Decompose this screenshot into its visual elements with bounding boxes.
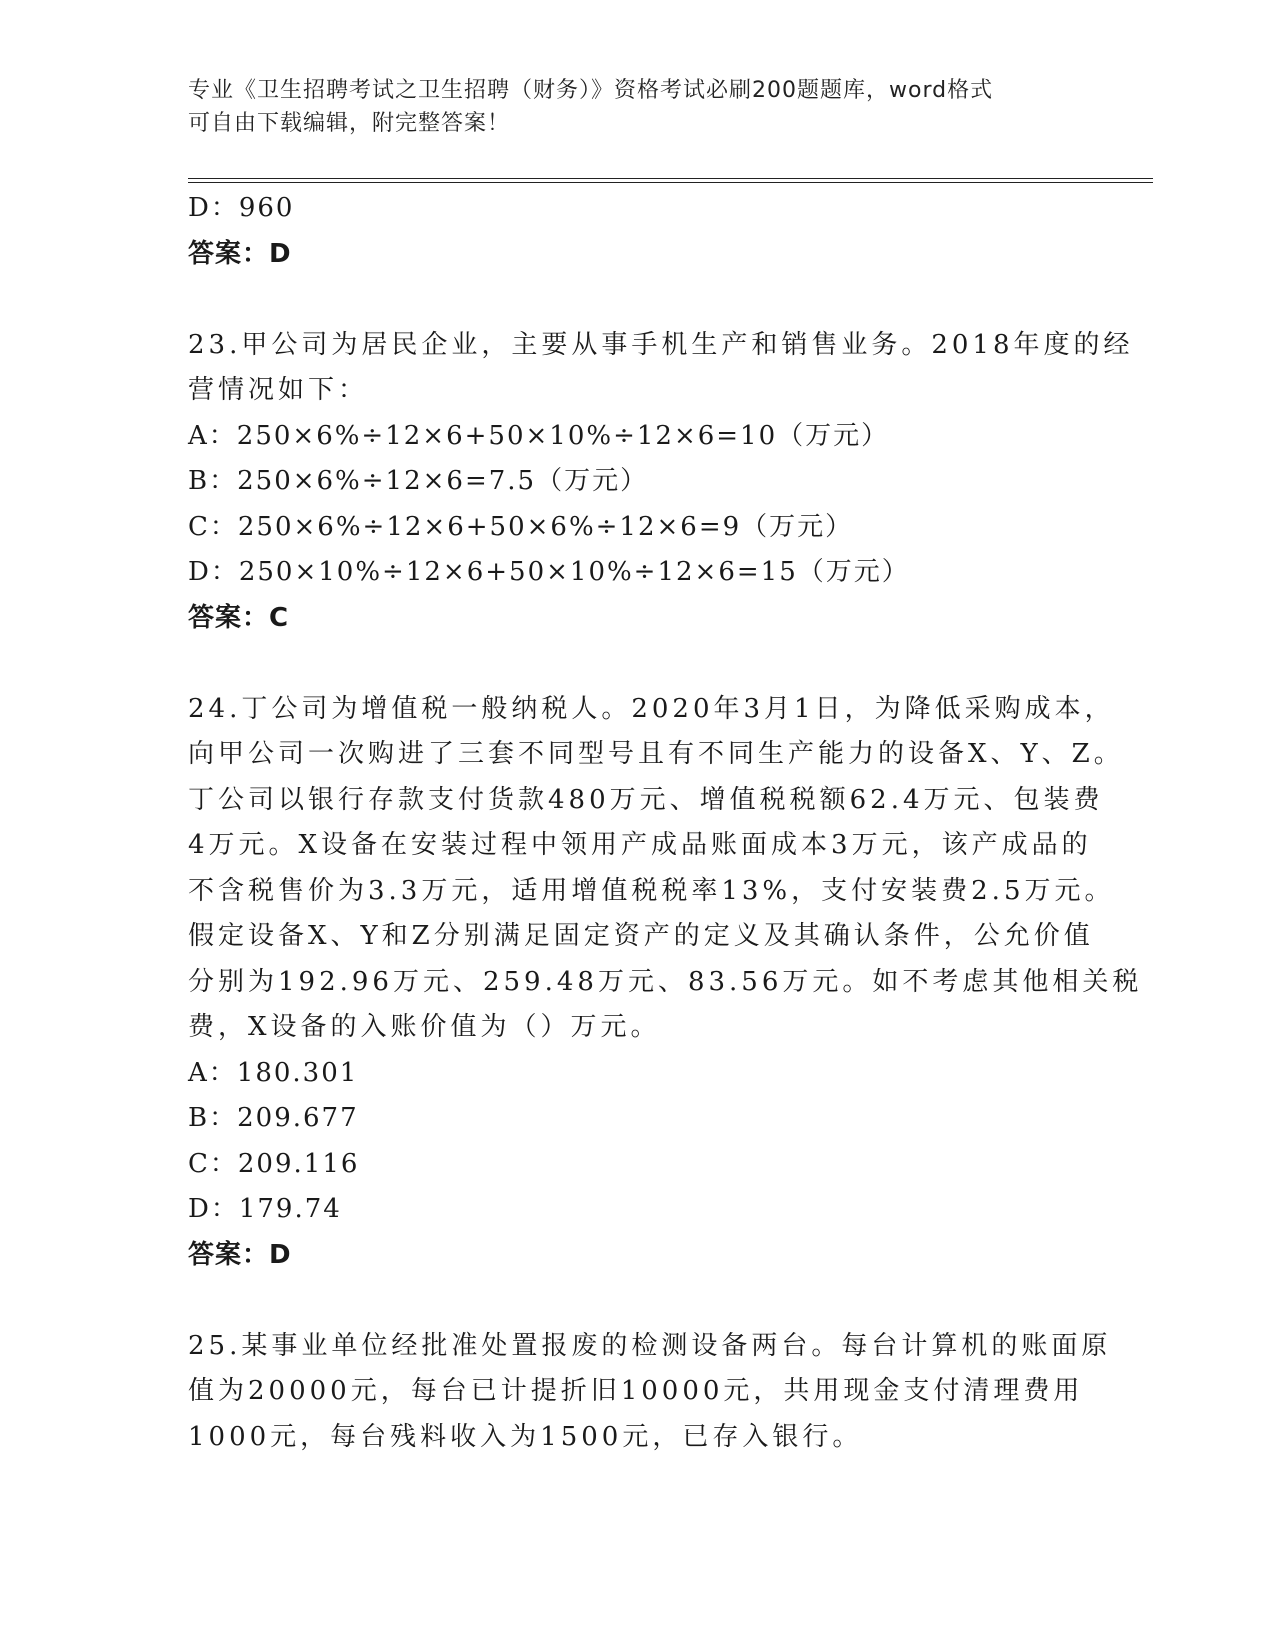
question-stem-line: 4万元。X设备在安装过程中领用产成品账面成本3万元，该产成品的 [188,830,1092,860]
question-stem-line: 23.甲公司为居民企业，主要从事手机生产和销售业务。2018年度的经 [188,329,1134,360]
answer-line: 答案：D [188,1239,292,1270]
header-divider-top [188,178,1153,179]
question-stem-line: 营情况如下： [188,375,369,405]
option-b: B：209.677 [188,1103,359,1133]
option-d: D：250×10%÷12×6+50×10%÷12×6=15（万元） [188,557,910,587]
question-stem-line: 不含税售价为3.3万元，适用增值税税率13%，支付安装费2.5万元。 [188,875,1115,906]
option-b: B：250×6%÷12×6=7.5（万元） [188,466,649,496]
option-c: C：209.116 [188,1148,360,1179]
option-a: A：250×6%÷12×6+50×10%÷12×6=10（万元） [188,420,890,451]
question-stem-line: 24.丁公司为增值税一般纳税人。2020年3月1日，为降低采购成本， [188,693,1115,724]
document-body [188,186,1143,1460]
option-c: C：250×6%÷12×6+50×6%÷12×6=9（万元） [188,511,854,542]
answer-line: 答案：D [188,238,292,269]
question-stem-line: 丁公司以银行存款支付货款480万元、增值税税额62.4万元、包装费 [188,784,1104,815]
question-stem-line: 25.某事业单位经批准处置报废的检测设备两台。每台计算机的账面原 [188,1330,1112,1361]
option-d: D：179.74 [188,1194,342,1224]
question-24 [188,687,1143,1051]
header-divider-bottom [188,182,1153,183]
question-stem-line: 向甲公司一次购进了三套不同型号且有不同生产能力的设备X、Y、Z。 [188,739,1124,769]
spacer [188,1278,1098,1324]
question-stem-line: 分别为192.96万元、259.48万元、83.56万元。如不考虑其他相关税 [188,966,1143,997]
option-a: A：180.301 [188,1057,359,1088]
question-stem-line: 假定设备X、Y和Z分别满足固定资产的定义及其确认条件，公允价值 [188,921,1094,951]
question-25 [188,1324,1112,1461]
option-d: D：960 [188,193,295,223]
header-line-1: 专业《卫生招聘考试之卫生招聘（财务）》资格考试必刷200题题库，word格式 [188,78,994,103]
spacer [188,641,1098,687]
question-23 [188,323,1134,414]
spacer [188,277,1098,323]
page-header [188,74,1088,140]
question-stem-line: 值为20000元，每台已计提折旧10000元，共用现金支付清理费用 [188,1376,1084,1406]
answer-line: 答案：C [188,602,290,633]
question-stem-line: 费，X设备的入账价值为（）万元。 [188,1012,661,1042]
header-line-2: 可自由下载编辑，附完整答案！ [188,111,511,136]
question-stem-line: 1000元，每台残料收入为1500元，已存入银行。 [188,1421,863,1452]
